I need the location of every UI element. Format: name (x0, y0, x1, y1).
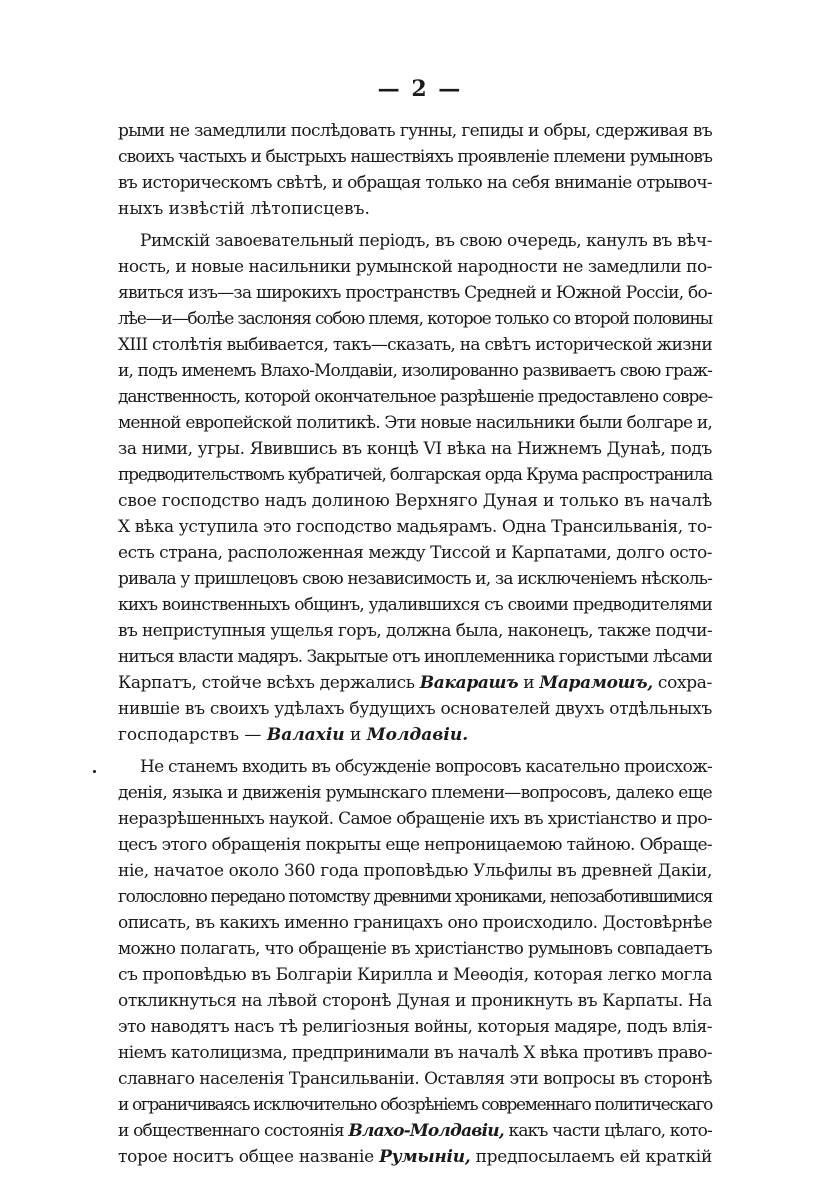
text-run: предпосылаемъ ей краткій (470, 1147, 713, 1167)
paragraph-2 (118, 228, 712, 748)
text-run: сохра- (652, 673, 713, 693)
text-run: и (344, 725, 367, 745)
text-line: Римскій завоевательный періодъ, въ свою очередь, канулъ въ вѣч- (140, 231, 713, 251)
text-line: свое господство надъ долиною Верхняго Дуная и только въ началѣ (118, 491, 713, 511)
ink-speck (93, 770, 96, 773)
text-line: лѣе—и—болѣе заслоняя собою племя, которое только со второй половины (118, 309, 712, 329)
text-line: цесъ этого обращенія покрыты еще непроницаемою тайною. Обраще- (118, 835, 712, 855)
emphasized-name: Валахіи (266, 725, 345, 745)
emphasized-name: Влахо-Молдавіи, (348, 1121, 504, 1141)
text-line: менной европейской политикѣ. Эти новые насильники были болгаре и, (118, 413, 712, 433)
text-line: и, подъ именемъ Влахо-Молдавіи, изолированно развиваетъ свою граж- (118, 361, 712, 381)
text-line: ніе, начатое около 360 года проповѣдью Ульфилы въ древней Дакіи, (118, 861, 712, 881)
page-number: — 2 — (377, 76, 463, 102)
paragraph-3 (118, 754, 712, 1170)
text-line: неразрѣшенныхъ наукой. Самое обращеніе ихъ въ христіанство и про- (118, 809, 712, 829)
text-run: и общественнаго состоянія (118, 1121, 349, 1141)
emphasized-name: Вакарашъ (419, 673, 519, 693)
emphasized-name: Молдавіи. (366, 725, 469, 745)
text-line: въ неприступныя ущелья горъ, должна была, наконецъ, также подчи- (118, 621, 712, 641)
text-line: за ними, угры. Явившись въ концѣ VI вѣка на Нижнемъ Дунаѣ, подъ (118, 439, 713, 459)
paragraph-1 (118, 118, 712, 222)
text-line: кихъ воинственныхъ общинъ, удалившихся съ своими предводителями (118, 595, 713, 615)
text-line: данственность, которой окончательное разрѣшеніе предоставлено совре- (118, 387, 712, 407)
body-text (118, 118, 712, 1170)
text-line: ность, и новые насильники румынской народности не замедлили по- (118, 257, 712, 277)
text-line (118, 722, 712, 748)
text-line (118, 1144, 712, 1170)
text-line (118, 670, 712, 696)
text-line: ниться власти мадяръ. Закрытые отъ иноплеменника гористыми лѣсами (118, 647, 713, 667)
text-line: съ проповѣдью въ Болгаріи Кирилла и Меѳодія, которая легко могла (118, 965, 712, 985)
text-run: и (518, 673, 540, 693)
text-line: голословно передано потомству древними хрониками, непозаботившимися (118, 887, 713, 907)
text-line: можно полагать, что обращеніе въ христіанство румыновъ совпадаетъ (118, 939, 713, 959)
text-run: торое носитъ общее названіе (118, 1147, 380, 1167)
text-line: денія, языка и движенія румынскаго племени—вопросовъ, далеко еще (118, 783, 712, 803)
text-line: ніемъ католицизма, предпринимали въ началѣ X вѣка противъ право- (118, 1043, 713, 1063)
text-line: откликнуться на лѣвой сторонѣ Дуная и проникнуть въ Карпаты. На (118, 991, 712, 1011)
emphasized-name: Румыніи, (379, 1147, 471, 1167)
text-line: ривала у пришлецовъ свою независимость и, за исключеніемъ нѣсколь- (118, 569, 713, 589)
text-line: и ограничиваясь исключительно обозрѣніемъ современнаго политическаго (118, 1095, 712, 1115)
text-run: Карпатъ, стойче всѣхъ держались (118, 673, 420, 693)
emphasized-name: Марамошъ, (539, 673, 653, 693)
text-line: своихъ частыхъ и быстрыхъ нашествіяхъ проявленіе племени румыновъ (118, 147, 713, 167)
text-line: X вѣка уступила это господство мадьярамъ. Одна Трансильванія, то- (118, 517, 713, 537)
text-line: это наводятъ насъ тѣ религіозныя войны, которыя мадяре, подъ влія- (118, 1017, 712, 1037)
text-line: есть страна, расположенная между Тиссой и Карпатами, долго осто- (118, 543, 713, 563)
text-line: славнаго населенія Трансильваніи. Оставляя эти вопросы въ сторонѣ (118, 1069, 712, 1089)
text-line: описать, въ какихъ именно границахъ оно происходило. Достовѣрнѣе (118, 913, 712, 933)
text-line: предводительствомъ кубратичей, болгарская орда Крума распространила (118, 465, 712, 485)
text-line: рыми не замедлили послѣдовать гунны, гепиды и обры, сдерживая въ (118, 121, 713, 141)
text-line: явиться изъ—за широкихъ пространствъ Средней и Южной Россіи, бо- (118, 283, 713, 303)
text-line: Не станемъ входить въ обсужденіе вопросовъ касательно происхож- (140, 757, 712, 777)
text-line: ныхъ извѣстій лѣтописцевъ. (118, 199, 370, 219)
text-line: въ историческомъ свѣтѣ, и обращая только на себя вниманіе отрывоч- (118, 173, 712, 193)
text-line (118, 1118, 712, 1144)
text-line: нившіе въ своихъ удѣлахъ будущихъ основателей двухъ отдѣльныхъ (118, 699, 712, 719)
text-run: господарствъ — (118, 725, 267, 745)
text-run: какъ части цѣлаго, кото- (503, 1121, 712, 1141)
text-line: XIII столѣтія выбивается, такъ—сказать, на свѣтъ исторической жизни (118, 335, 713, 355)
